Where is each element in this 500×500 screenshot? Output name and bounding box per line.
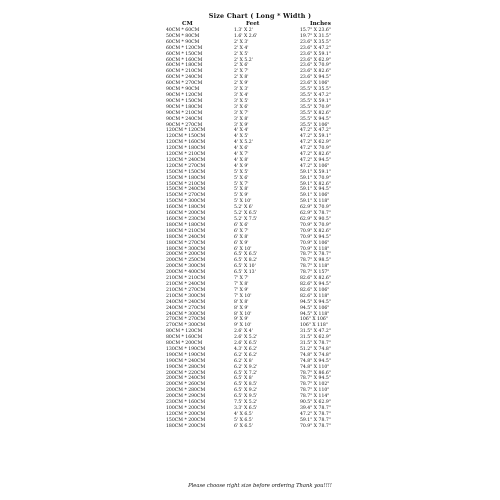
size-cm-cell: 160CM * 200CM [166, 211, 206, 217]
size-cm-cell: 210CM * 240CM [166, 281, 206, 287]
size-cm-cell: 80CM * 200CM [166, 341, 203, 347]
size-inches-cell: 35.5" X 82.6" [300, 110, 331, 116]
size-inches-cell: 23.6" X 59.1" [300, 51, 331, 57]
size-inches-cell: 39.4" X 78.7" [300, 406, 331, 411]
size-cm-cell: 40CM * 60CM [166, 28, 200, 33]
size-inches-cell: 94.5" X 118" [300, 311, 330, 317]
size-cm-cell: 130CM * 190CM [166, 346, 206, 352]
size-feet-cell: 5' X 5' [234, 169, 249, 175]
size-cm-cell: 150CM * 300CM [166, 199, 206, 205]
size-feet-cell: 6' X 6.5' [234, 423, 253, 429]
size-feet-cell: 6.2' X 9.2' [234, 364, 258, 370]
size-cm-cell: 200CM * 260CM [166, 382, 206, 388]
size-cm-cell: 240CM * 270CM [166, 305, 206, 311]
size-feet-cell: 7' X 7' [234, 276, 249, 282]
size-inches-cell: 59.1" X 59.1" [300, 169, 331, 175]
size-cm-cell: 50CM * 80CM [166, 33, 200, 39]
size-inches-cell: 47.2" X 82.6" [300, 152, 331, 158]
size-cm-cell: 150CM * 270CM [166, 193, 206, 199]
size-cm-cell: 190CM * 240CM [166, 358, 206, 364]
size-feet-cell: 9' X 9' [234, 317, 249, 323]
size-feet-cell: 2' X 9' [234, 81, 249, 87]
size-feet-cell: 2' X 7' [234, 69, 249, 75]
size-inches-cell: 62.9" X 70.9" [300, 205, 331, 211]
size-cm-cell: 80CM * 160CM [166, 335, 203, 341]
size-inches-cell: 74.8" X 94.5" [300, 358, 331, 364]
size-cm-cell: 120CM * 210CM [166, 152, 206, 158]
size-inches-cell: 62.9" X 78.7" [300, 211, 331, 217]
size-feet-cell: 7.5' X 5.2' [234, 400, 258, 406]
size-cm-cell: 120CM * 120CM [166, 128, 206, 134]
size-feet-cell: 5' X 9' [234, 193, 249, 199]
size-feet-cell: 5' X 6' [234, 175, 249, 181]
size-feet-cell: 6' X 7' [234, 228, 249, 234]
size-feet-cell: 3' X 3' [234, 87, 249, 93]
size-feet-cell: 4' X 5' [234, 134, 249, 140]
size-feet-cell: 5' X 6.5' [234, 417, 253, 423]
size-feet-cell: 1.6' X 2.6' [234, 33, 258, 39]
size-inches-cell: 62.9" X 90.5" [300, 217, 331, 222]
size-feet-cell: 5' X 10' [234, 199, 252, 205]
size-feet-cell: 4' X 4' [234, 128, 249, 134]
size-inches-cell: 94.5" X 106" [300, 305, 330, 311]
size-cm-cell: 200CM * 240CM [166, 376, 206, 382]
size-cm-cell: 180CM * 240CM [166, 234, 206, 240]
size-inches-cell: 74.8" X 74.8" [300, 352, 331, 358]
size-inches-cell: 23.6" X 70.9" [300, 63, 331, 69]
size-feet-cell: 7' X 9' [234, 287, 249, 293]
size-feet-cell: 6' X 9' [234, 240, 249, 246]
size-cm-cell: 160CM * 180CM [166, 205, 206, 211]
size-feet-cell: 7' X 10' [234, 293, 252, 299]
header-cm: CM [182, 21, 193, 27]
size-cm-cell: 120CM * 270CM [166, 163, 206, 169]
size-inches-cell: 70.9" X 118" [300, 246, 330, 252]
size-inches-cell: 78.7" X 157" [300, 270, 330, 276]
size-inches-cell: 78.7" X 94.5" [300, 376, 331, 382]
size-inches-cell: 106" X 118" [300, 323, 328, 329]
size-cm-cell: 120CM * 180CM [166, 146, 206, 152]
size-feet-cell: 6.5' X 6.5' [234, 252, 258, 258]
size-cm-cell: 90CM * 90CM [166, 87, 200, 93]
size-feet-cell: 6' X 8' [234, 234, 249, 240]
size-feet-cell: 3' X 6' [234, 104, 249, 110]
size-cm-cell: 90CM * 210CM [166, 110, 203, 116]
size-cm-cell: 180CM * 180CM [166, 222, 206, 228]
size-cm-cell: 240CM * 240CM [166, 299, 206, 305]
size-inches-cell: 47.2" X 70.9" [300, 146, 331, 152]
size-inches-cell: 59.1" X 118" [300, 199, 330, 205]
size-inches-cell: 15.7" X 23.6" [300, 28, 331, 33]
size-inches-cell: 35.5" X 70.9" [300, 104, 331, 110]
size-inches-cell: 19.7" X 31.5" [300, 33, 331, 39]
size-cm-cell: 90CM * 270CM [166, 122, 203, 128]
size-inches-cell: 47.2" X 94.5" [300, 157, 331, 163]
size-feet-cell: 4' X 9' [234, 163, 249, 169]
size-feet-cell: 1.3' X 2' [234, 28, 253, 33]
size-feet-cell: 2' X 8' [234, 75, 249, 81]
size-inches-cell: 59.1" X 94.5" [300, 187, 331, 193]
size-cm-cell: 180CM * 270CM [166, 240, 206, 246]
size-cm-cell: 90CM * 180CM [166, 104, 203, 110]
size-feet-cell: 2.6' X 5.2' [234, 335, 258, 341]
size-cm-cell: 60CM * 150CM [166, 51, 203, 57]
size-feet-cell: 8' X 10' [234, 311, 252, 317]
size-feet-cell: 6.5' X 8.2' [234, 258, 258, 264]
size-inches-cell: 59.1" X 82.6" [300, 181, 331, 187]
size-feet-cell: 3' X 9' [234, 122, 249, 128]
size-cm-cell: 180CM * 300CM [166, 246, 206, 252]
size-feet-cell: 4' X 7' [234, 152, 249, 158]
size-cm-cell: 120CM * 150CM [166, 134, 206, 140]
size-table [160, 28, 360, 430]
size-cm-cell: 230CM * 160CM [166, 400, 206, 406]
size-cm-cell: 90CM * 240CM [166, 116, 203, 122]
size-inches-cell: 35.5" X 47.2" [300, 92, 331, 98]
footer-note: Please choose right size before ordering Thank you!!!! [188, 483, 332, 489]
size-inches-cell: 82.6" X 94.5" [300, 281, 331, 287]
size-cm-cell: 270CM * 270CM [166, 317, 206, 323]
size-cm-cell: 80CM * 120CM [166, 329, 203, 335]
size-cm-cell: 150CM * 150CM [166, 169, 206, 175]
size-feet-cell: 4.3' X 6.2' [234, 346, 258, 352]
size-cm-cell: 120CM * 200CM [166, 411, 206, 417]
size-cm-cell: 210CM * 210CM [166, 276, 206, 282]
size-cm-cell: 190CM * 280CM [166, 364, 206, 370]
size-feet-cell: 4' X 6.5' [234, 411, 253, 417]
size-inches-cell: 35.5" X 35.5" [300, 87, 331, 93]
size-feet-cell: 5.2' X 7.5' [234, 217, 258, 222]
size-cm-cell: 200CM * 200CM [166, 252, 206, 258]
size-cm-cell: 60CM * 240CM [166, 75, 203, 81]
size-feet-cell: 4' X 6' [234, 146, 249, 152]
size-cm-cell: 200CM * 300CM [166, 264, 206, 270]
size-inches-cell: 35.5" X 59.1" [300, 98, 331, 104]
size-inches-cell: 47.2" X 106" [300, 163, 330, 169]
size-cm-cell: 190CM * 190CM [166, 352, 206, 358]
size-cm-cell: 200CM * 400CM [166, 270, 206, 276]
size-cm-cell: 150CM * 210CM [166, 181, 206, 187]
size-inches-cell: 78.7" X 86.6" [300, 370, 331, 376]
size-feet-cell: 5.2' X 6' [234, 205, 253, 211]
size-inches-cell: 59.1" X 78.7" [300, 417, 331, 423]
size-feet-cell: 4' X 8' [234, 157, 249, 163]
size-inches-cell: 31.5" X 62.9" [300, 335, 331, 341]
size-inches-cell: 23.6" X 94.5" [300, 75, 331, 81]
size-feet-cell: 6' X 10' [234, 246, 252, 252]
size-cm-cell: 210CM * 270CM [166, 287, 206, 293]
size-feet-cell: 6.5' X 13' [234, 270, 256, 276]
size-cm-cell: 60CM * 270CM [166, 81, 203, 87]
size-cm-cell: 60CM * 180CM [166, 63, 203, 69]
size-feet-cell: 3' X 4' [234, 92, 249, 98]
size-cm-cell: 180CM * 200CM [166, 423, 206, 429]
size-inches-cell: 78.7" X 114" [300, 394, 330, 400]
size-feet-cell: 4' X 5.2' [234, 140, 253, 146]
size-inches-cell: 70.9" X 106" [300, 240, 330, 246]
size-feet-cell: 7' X 8' [234, 281, 249, 287]
size-inches-cell: 78.7" X 78.7" [300, 252, 331, 258]
size-cm-cell: 90CM * 120CM [166, 92, 203, 98]
size-inches-cell: 23.6" X 62.9" [300, 57, 331, 63]
size-cm-cell: 210CM * 300CM [166, 293, 206, 299]
size-cm-cell: 240CM * 300CM [166, 311, 206, 317]
size-cm-cell: 270CM * 300CM [166, 323, 206, 329]
size-feet-cell: 6.5' X 7.2' [234, 370, 258, 376]
size-inches-cell: 78.7" X 110" [300, 388, 330, 394]
header-feet: Feet [246, 21, 260, 27]
size-cm-cell: 150CM * 200CM [166, 417, 206, 423]
size-inches-cell: 47.2" X 47.2" [300, 128, 331, 134]
size-inches-cell: 70.9" X 78.7" [300, 423, 331, 429]
size-feet-cell: 2' X 6' [234, 63, 249, 69]
size-inches-cell: 74.8" X 110" [300, 364, 330, 370]
size-cm-cell: 90CM * 150CM [166, 98, 203, 104]
size-feet-cell: 2' X 5.2' [234, 57, 253, 63]
size-inches-cell: 70.9" X 70.9" [300, 222, 331, 228]
size-inches-cell: 23.6" X 35.5" [300, 39, 331, 45]
size-inches-cell: 78.7" X 98.5" [300, 258, 331, 264]
size-inches-cell: 23.6" X 47.2" [300, 45, 331, 51]
size-feet-cell: 5' X 8' [234, 187, 249, 193]
size-feet-cell: 5' X 7' [234, 181, 249, 187]
size-cm-cell: 200CM * 290CM [166, 394, 206, 400]
size-feet-cell: 2.6' X 6.5' [234, 341, 258, 347]
size-feet-cell: 2' X 3' [234, 39, 249, 45]
size-cm-cell: 60CM * 210CM [166, 69, 203, 75]
size-inches-cell: 82.6" X 106" [300, 287, 330, 293]
size-inches-cell: 94.5" X 94.5" [300, 299, 331, 305]
size-chart-sheet [160, 10, 360, 490]
size-feet-cell: 2' X 5' [234, 51, 249, 57]
size-cm-cell: 60CM * 120CM [166, 45, 203, 51]
size-feet-cell: 2.6' X 4' [234, 329, 253, 335]
size-feet-cell: 3' X 8' [234, 116, 249, 122]
size-cm-cell: 100CM * 200CM [166, 406, 206, 411]
size-feet-cell: 6.5' X 8.5' [234, 382, 258, 388]
size-inches-cell: 82.6" X 118" [300, 293, 330, 299]
size-inches-cell: 59.1" X 70.9" [300, 175, 331, 181]
size-inches-cell: 70.9" X 82.6" [300, 228, 331, 234]
size-cm-cell: 200CM * 220CM [166, 370, 206, 376]
size-inches-cell: 47.2" X 62.9" [300, 140, 331, 146]
chart-title: Size Chart ( Long * Width ) [208, 12, 312, 20]
table-row [160, 424, 360, 430]
size-feet-cell: 3.3' X 6.5' [234, 406, 258, 411]
size-inches-cell: 51.2" X 74.8" [300, 346, 331, 352]
size-inches-cell: 106" X 106" [300, 317, 328, 323]
size-inches-cell: 35.5" X 94.5" [300, 116, 331, 122]
size-cm-cell: 120CM * 240CM [166, 157, 206, 163]
size-inches-cell: 47.2" X 78.7" [300, 411, 331, 417]
size-inches-cell: 90.5" X 62.9" [300, 400, 331, 406]
size-cm-cell: 160CM * 230CM [166, 217, 206, 222]
header-inches: Inches [310, 21, 331, 27]
size-inches-cell: 78.7" X 102" [300, 382, 330, 388]
size-inches-cell: 31.5" X 78.7" [300, 341, 331, 347]
size-cm-cell: 150CM * 180CM [166, 175, 206, 181]
size-inches-cell: 35.5" X 106" [300, 122, 330, 128]
size-cm-cell: 150CM * 240CM [166, 187, 206, 193]
size-feet-cell: 3' X 7' [234, 110, 249, 116]
size-inches-cell: 47.2" X 59.1" [300, 134, 331, 140]
size-cm-cell: 120CM * 160CM [166, 140, 206, 146]
size-feet-cell: 3' X 5' [234, 98, 249, 104]
size-cm-cell: 200CM * 280CM [166, 388, 206, 394]
size-inches-cell: 23.6" X 106" [300, 81, 330, 87]
size-inches-cell: 23.6" X 82.6" [300, 69, 331, 75]
size-feet-cell: 5.2' X 6.5' [234, 211, 258, 217]
size-feet-cell: 6.2' X 6.2' [234, 352, 258, 358]
size-inches-cell: 78.7" X 118" [300, 264, 330, 270]
size-inches-cell: 31.5" X 47.2" [300, 329, 331, 335]
size-cm-cell: 60CM * 90CM [166, 39, 200, 45]
size-cm-cell: 180CM * 210CM [166, 228, 206, 234]
size-feet-cell: 9' X 10' [234, 323, 252, 329]
size-cm-cell: 60CM * 160CM [166, 57, 203, 63]
size-feet-cell: 6.5' X 8' [234, 376, 253, 382]
size-feet-cell: 6.5' X 9.5' [234, 394, 258, 400]
size-feet-cell: 6.5' X 9.2' [234, 388, 258, 394]
size-feet-cell: 2' X 4' [234, 45, 249, 51]
size-feet-cell: 8' X 8' [234, 299, 249, 305]
size-inches-cell: 59.1" X 106" [300, 193, 330, 199]
size-cm-cell: 200CM * 250CM [166, 258, 206, 264]
size-inches-cell: 70.9" X 94.5" [300, 234, 331, 240]
size-feet-cell: 6' X 6' [234, 222, 249, 228]
size-feet-cell: 8' X 9' [234, 305, 249, 311]
size-inches-cell: 82.6" X 82.6" [300, 276, 331, 282]
size-feet-cell: 6.5' X 10' [234, 264, 256, 270]
size-feet-cell: 6.2' X 8' [234, 358, 253, 364]
